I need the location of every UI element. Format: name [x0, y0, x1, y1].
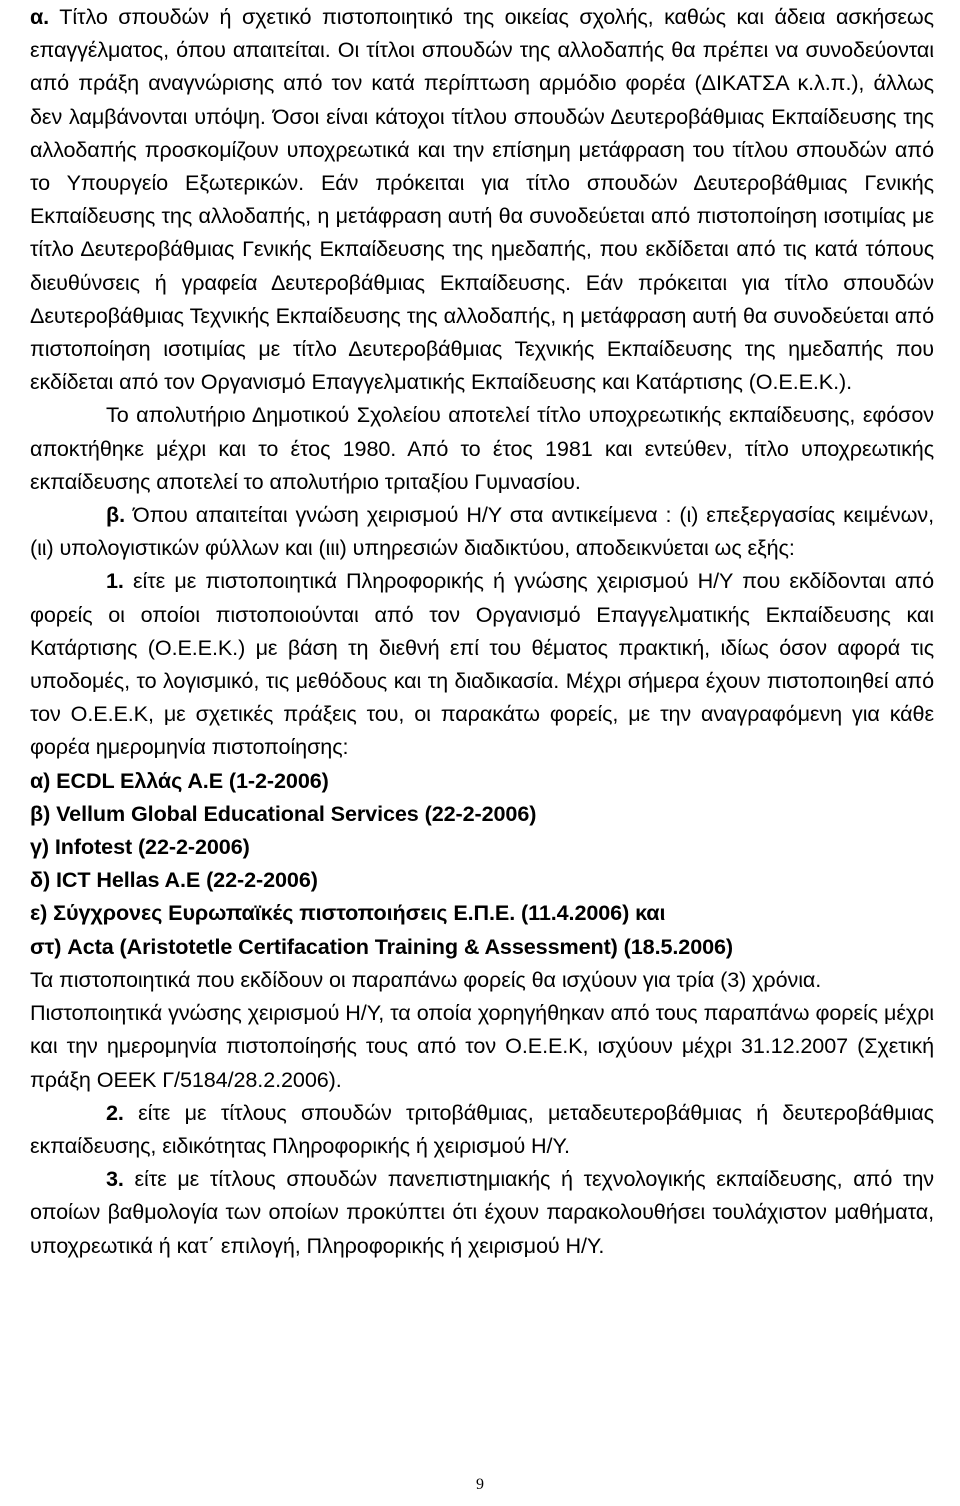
option-marker-2: 2.: [106, 1099, 124, 1125]
paragraph-alpha: [30, 0, 934, 398]
paragraph-option-2: [30, 1096, 934, 1162]
list-item: γ) Infotest (22-2-2006): [30, 834, 250, 860]
prior-certificates-note: Πιστοποιητικά γνώσης χειρισμού Η/Υ, τα οποία χορηγήθηκαν από τους παραπάνω φορείς μέχρι και την ημερομηνία πιστοποίησής τους από τον Ο.Ε.Ε.Κ, ισχύουν μέχρι 31.12.2007 (Σχετική πράξη ΟΕΕΚ Γ/5184/28.2.2006).: [30, 1000, 934, 1092]
document-page: [30, 0, 934, 1262]
paragraph-option-3-text: είτε με τίτλους σπουδών πανεπιστημιακής ή τεχνολογικής εκπαίδευσης, από την οποίων βαθμολογία των οποίων προκύπτει ότι έχουν παρακολουθήσει τουλάχιστον μαθήματα, υποχρεωτικά ή κατ΄ επιλογή, Πληροφορικής ή χειρισμού Η/Υ.: [30, 1166, 934, 1258]
option-marker-3: 3.: [106, 1166, 124, 1192]
validity-note: Τα πιστοποιητικά που εκδίδουν οι παραπάνω φορείς θα ισχύουν για τρία (3) χρόνια.: [30, 966, 822, 992]
paragraph-alpha-text: Τίτλο σπουδών ή σχετικό πιστοποιητικό της οικείας σχολής, καθώς και άδεια ασκήσεως επαγγέλματος, όπου απαιτείται. Οι τίτλοι σπουδών της αλλοδαπής θα πρέπει να συνοδεύονται από πράξη αναγνώρισης από τον κατά περίπτωση αρμόδιο φορέα (ΔΙΚΑΤΣΑ κ.λ.π.), άλλως δεν λαμβάνονται υπόψη. Όσοι είναι κάτοχοι τίτλου σπουδών Δευτεροβάθμιας Εκπαίδευσης της αλλοδαπής προσκομίζουν υποχρεωτικά και την επίσημη μετάφραση του τίτλου σπουδών από το Υπουργείο Εξωτερικών. Εάν πρόκειται για τίτλο σπουδών Δευτεροβάθμιας Γενικής Εκπαίδευσης της αλλοδαπής, η μετάφραση αυτή θα συνοδεύεται από πιστοποίηση ισοτιμίας με τίτλο Δευτεροβάθμιας Γενικής Εκπαίδευσης της ημεδαπής, που εκδίδεται από τις κατά τόπους διευθύνσεις ή γραφεία Δευτεροβάθμιας Εκπαίδευσης. Εάν πρόκειται για τίτλο σπουδών Δευτεροβάθμιας Τεχνικής Εκπαίδευσης της αλλοδαπής, η μετάφραση αυτή θα συνοδεύεται από πιστοποίηση ισοτιμίας με τίτλο Δευτεροβάθμιας Τεχνικής Εκπαίδευσης της ημεδαπής που εκδίδεται από τον Οργανισμό Επαγγελματικής Εκπαίδευσης και Κατάρτισης (Ο.Ε.Ε.Κ.).: [30, 4, 934, 395]
paragraph-option-1-text: είτε με πιστοποιητικά Πληροφορικής ή γνώσης χειρισμού Η/Υ που εκδίδονται από φορείς οι οποίοι πιστοποιούνται από τον Οργανισμό Επαγγελματικής Εκπαίδευσης και Κατάρτισης (Ο.Ε.Ε.Κ.) με βάση τη διεθνή επί του θέματος πρακτική, ιδίως όσον αφορά τις υποδομές, το λογισμικό, τις μεθόδους και τη διαδικασία. Μέχρι σήμερα έχουν πιστοποιηθεί από τον Ο.Ε.Ε.Κ, με σχετικές πράξεις του, οι παρακάτω φορείς, με την αναγραφόμενη για κάθε φορέα ημερομηνία πιστοποίησης:: [30, 568, 934, 760]
paragraph-option-3: [30, 1162, 934, 1262]
list-item: δ) ICT Hellas A.E (22-2-2006): [30, 867, 318, 893]
paragraph-option-2-text: είτε με τίτλους σπουδών τριτοβάθμιας, μεταδευτεροβάθμιας ή δευτεροβάθμιας εκπαίδευσης, ειδικότητας Πληροφορικής ή χειρισμού Η/Υ.: [30, 1099, 934, 1158]
section-marker-alpha: α.: [30, 4, 50, 29]
list-item: στ) Acta (Aristotetle Certifacation Training & Assessment) (18.5.2006): [30, 933, 734, 959]
list-item: α) ECDL Ελλάς Α.Ε (1-2-2006): [30, 767, 329, 793]
page-number: 9: [476, 1476, 484, 1493]
paragraph-beta: [30, 498, 934, 564]
paragraph-option-1: [30, 564, 934, 763]
paragraph-beta-text: Όπου απαιτείται γνώση χειρισμού Η/Υ στα αντικείμενα : (ι) επεξεργασίας κειμένων, (ιι) υπολογιστικών φύλλων και (ιιι) υπηρεσιών διαδικτύου, αποδεικνύεται ως εξής:: [30, 502, 934, 561]
certified-providers-list: [30, 764, 934, 963]
list-item: β) Vellum Global Educational Services (22-2-2006): [30, 800, 537, 826]
paragraph-primary-school: [30, 398, 934, 498]
list-item: ε) Σύγχρονες Ευρωπαϊκές πιστοποιήσεις Ε.Π.Ε. (11.4.2006) και: [30, 900, 666, 926]
section-marker-beta: β.: [106, 502, 125, 528]
option-marker-1: 1.: [106, 568, 124, 594]
paragraph-primary-school-text: Το απολυτήριο Δημοτικού Σχολείου αποτελεί τίτλο υποχρεωτικής εκπαίδευσης, εφόσον αποκτήθηκε μέχρι και το έτος 1980. Από το έτος 1981 και εντεύθεν, τίτλο υποχρεωτικής εκπαίδευσης αποτελεί το απολυτήριο τριταξίου Γυμνασίου.: [30, 402, 934, 494]
